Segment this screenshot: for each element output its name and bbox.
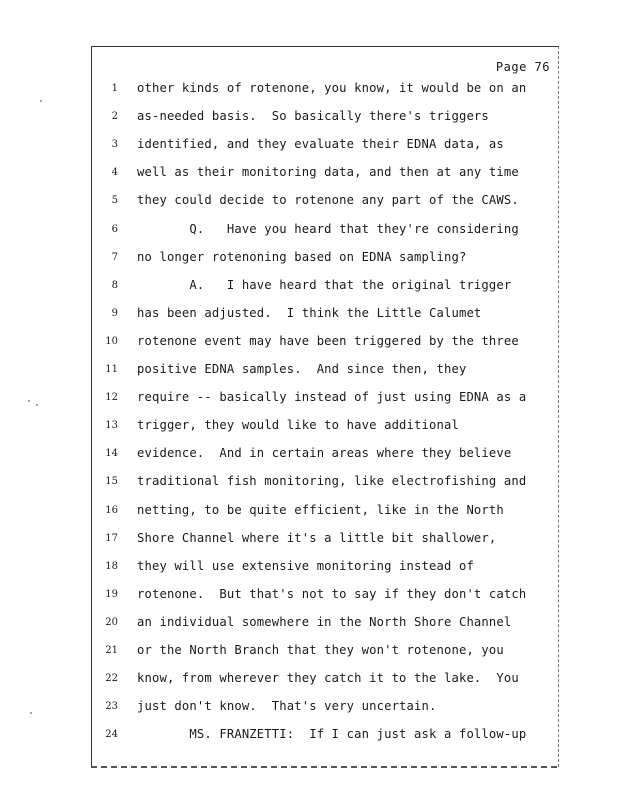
line-text: require -- basically instead of just using EDNA as a xyxy=(137,390,527,405)
line-number: 11 xyxy=(105,364,118,375)
line-number: 16 xyxy=(105,504,118,516)
transcript-line xyxy=(0,390,618,410)
transcript-line xyxy=(0,615,618,635)
line-number: 23 xyxy=(105,701,118,713)
line-number: 6 xyxy=(111,223,118,235)
line-number: 15 xyxy=(105,476,118,488)
line-number: 1 xyxy=(111,83,118,94)
line-number: 7 xyxy=(111,251,118,263)
transcript-line xyxy=(0,643,618,663)
line-number: 3 xyxy=(111,139,118,151)
line-text: they could decide to rotenone any part of the CAWS. xyxy=(137,193,519,208)
line-text: no longer rotenoning based on EDNA sampling? xyxy=(137,249,467,264)
line-text: trigger, they would like to have additional xyxy=(137,418,459,433)
line-text: they will use extensive monitoring instead of xyxy=(137,558,474,573)
scan-speck xyxy=(40,100,42,102)
line-number: 20 xyxy=(105,616,118,628)
line-text: A. I have heard that the original trigger xyxy=(137,277,512,292)
line-text: traditional fish monitoring, like electrofishing and xyxy=(137,474,527,489)
line-text: other kinds of rotenone, you know, it would be on an xyxy=(137,81,527,95)
transcript-line xyxy=(0,671,618,691)
line-text: well as their monitoring data, and then at any time xyxy=(137,165,519,180)
transcript-line xyxy=(0,727,618,747)
page-number: Page 76 xyxy=(495,60,550,74)
scan-speck xyxy=(30,712,32,714)
transcript-line xyxy=(0,250,618,270)
transcript-line xyxy=(0,306,618,326)
line-number: 22 xyxy=(105,673,118,685)
line-number: 18 xyxy=(105,560,118,572)
line-number: 10 xyxy=(105,335,118,347)
line-number: 19 xyxy=(105,588,118,600)
transcript-line xyxy=(0,109,618,129)
line-text: an individual somewhere in the North Shore Channel xyxy=(137,614,512,629)
line-text: or the North Branch that they won't rotenone, you xyxy=(137,643,504,657)
transcript-line xyxy=(0,81,618,101)
line-text: identified, and they evaluate their EDNA data, as xyxy=(137,137,504,152)
line-text: MS. FRANZETTI: If I can just ask a follow-up xyxy=(137,727,527,742)
line-number: 5 xyxy=(111,195,118,207)
transcript-line xyxy=(0,137,618,157)
transcript-line xyxy=(0,334,618,354)
line-number: 24 xyxy=(105,729,118,741)
line-number: 2 xyxy=(111,111,118,123)
transcript-line xyxy=(0,474,618,494)
line-text: know, from wherever they catch it to the lake. You xyxy=(137,671,519,686)
scan-speck xyxy=(28,400,30,402)
line-number: 8 xyxy=(111,279,118,291)
transcript-line xyxy=(0,587,618,607)
transcript-line xyxy=(0,193,618,213)
line-text: netting, to be quite efficient, like in the North xyxy=(137,502,504,517)
line-number: 9 xyxy=(111,307,118,319)
line-text: as-needed basis. So basically there's triggers xyxy=(137,109,489,124)
line-text: has been adjusted. I think the Little Calumet xyxy=(137,305,482,320)
transcript-line xyxy=(0,559,618,579)
line-text: evidence. And in certain areas where they believe xyxy=(137,446,512,461)
transcript-line xyxy=(0,165,618,185)
line-number: 14 xyxy=(105,448,118,460)
transcript-line xyxy=(0,503,618,523)
line-number: 13 xyxy=(105,420,118,432)
line-text: positive EDNA samples. And since then, they xyxy=(137,362,467,376)
line-text: rotenone. But that's not to say if they don't catch xyxy=(137,586,527,601)
line-number: 21 xyxy=(105,645,118,656)
line-text: Q. Have you heard that they're considering xyxy=(137,221,519,236)
transcript-line xyxy=(0,446,618,466)
line-number: 12 xyxy=(105,392,118,404)
transcript-line xyxy=(0,418,618,438)
line-text: Shore Channel where it's a little bit shallower, xyxy=(137,530,497,545)
transcript-line xyxy=(0,278,618,298)
line-text: just don't know. That's very uncertain. xyxy=(137,699,437,714)
line-number: 4 xyxy=(111,167,118,179)
transcript-line xyxy=(0,362,618,382)
line-text: rotenone event may have been triggered by the three xyxy=(137,333,519,348)
transcript-line xyxy=(0,531,618,551)
transcript-line xyxy=(0,222,618,242)
line-number: 17 xyxy=(105,532,118,544)
transcript-line xyxy=(0,699,618,719)
page-bottom-border xyxy=(91,766,557,768)
scan-speck xyxy=(36,404,38,406)
